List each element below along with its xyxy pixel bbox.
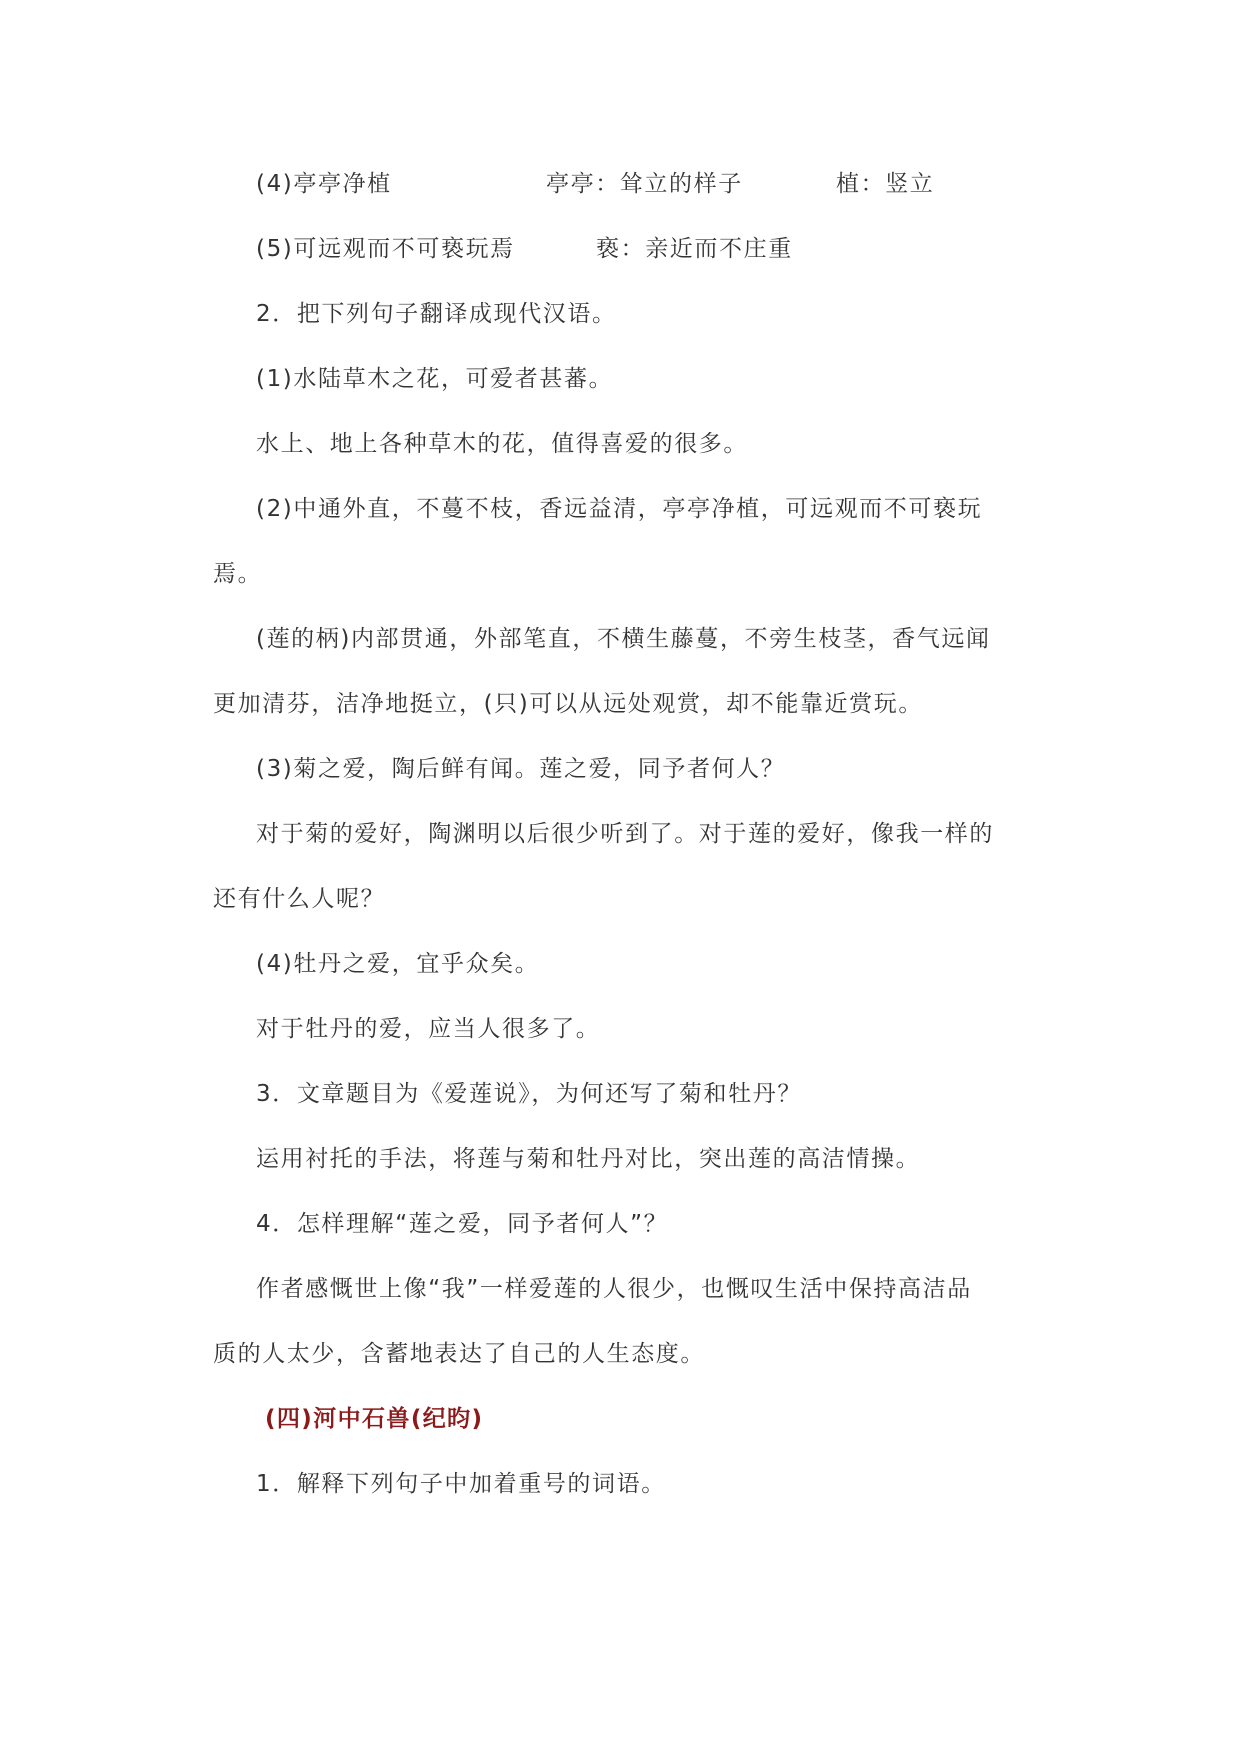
question-3-prompt: 3．文章题目为《爱莲说》，为何还写了菊和牡丹？	[256, 1081, 802, 1107]
sentence-2-original: (2)中通外直，不蔓不枝，香远益清，亭亭净植，可远观而不可亵玩	[256, 496, 983, 522]
sentence-4-translation: 对于牡丹的爱，应当人很多了。	[256, 1016, 601, 1042]
question-4-answer-cont: 质的人太少，含蓄地表达了自己的人生态度。	[213, 1341, 705, 1367]
question-3-answer: 运用衬托的手法，将莲与菊和牡丹对比，突出莲的高洁情操。	[256, 1146, 921, 1172]
sentence-2-translation: (莲的柄)内部贯通，外部笔直，不横生藤蔓，不旁生枝茎，香气远闻	[256, 626, 991, 652]
sentence-3-translation-cont: 还有什么人呢？	[213, 886, 386, 912]
sentence-1-translation: 水上、地上各种草木的花，值得喜爱的很多。	[256, 431, 748, 457]
vocab-term: (5)可远观而不可亵玩焉	[256, 236, 515, 262]
sentence-3-original: (3)菊之爱，陶后鲜有闻。莲之爱，同予者何人？	[256, 756, 786, 782]
sentence-4-original: (4)牡丹之爱，宜乎众矣。	[256, 951, 540, 977]
question-2-prompt: 2．把下列句子翻译成现代汉语。	[256, 301, 617, 327]
vocab-term: (4)亭亭净植	[256, 171, 392, 197]
vocab-line-5	[256, 234, 793, 264]
sentence-2-original-cont: 焉。	[213, 561, 263, 587]
vocab-gloss: 植：竖立	[836, 171, 935, 197]
question-4-answer: 作者感慨世上像“我”一样爱莲的人很少，也慨叹生活中保持高洁品	[256, 1276, 972, 1302]
vocab-gloss: 亭亭：耸立的样子	[546, 171, 743, 197]
sentence-1-original: (1)水陆草木之花，可爱者甚蕃。	[256, 366, 614, 392]
section-question-1: 1．解释下列句子中加着重号的词语。	[256, 1471, 666, 1497]
sentence-3-translation: 对于菊的爱好，陶渊明以后很少听到了。对于莲的爱好，像我一样的	[256, 821, 994, 847]
section-heading: (四)河中石兽(纪昀)	[265, 1406, 484, 1432]
vocab-gloss: 亵：亲近而不庄重	[596, 236, 793, 262]
question-4-prompt: 4．怎样理解“莲之爱，同予者何人”？	[256, 1211, 669, 1237]
vocab-line-4	[256, 169, 935, 199]
sentence-2-translation-cont: 更加清芬，洁净地挺立，(只)可以从远处观赏，却不能靠近赏玩。	[213, 691, 923, 717]
